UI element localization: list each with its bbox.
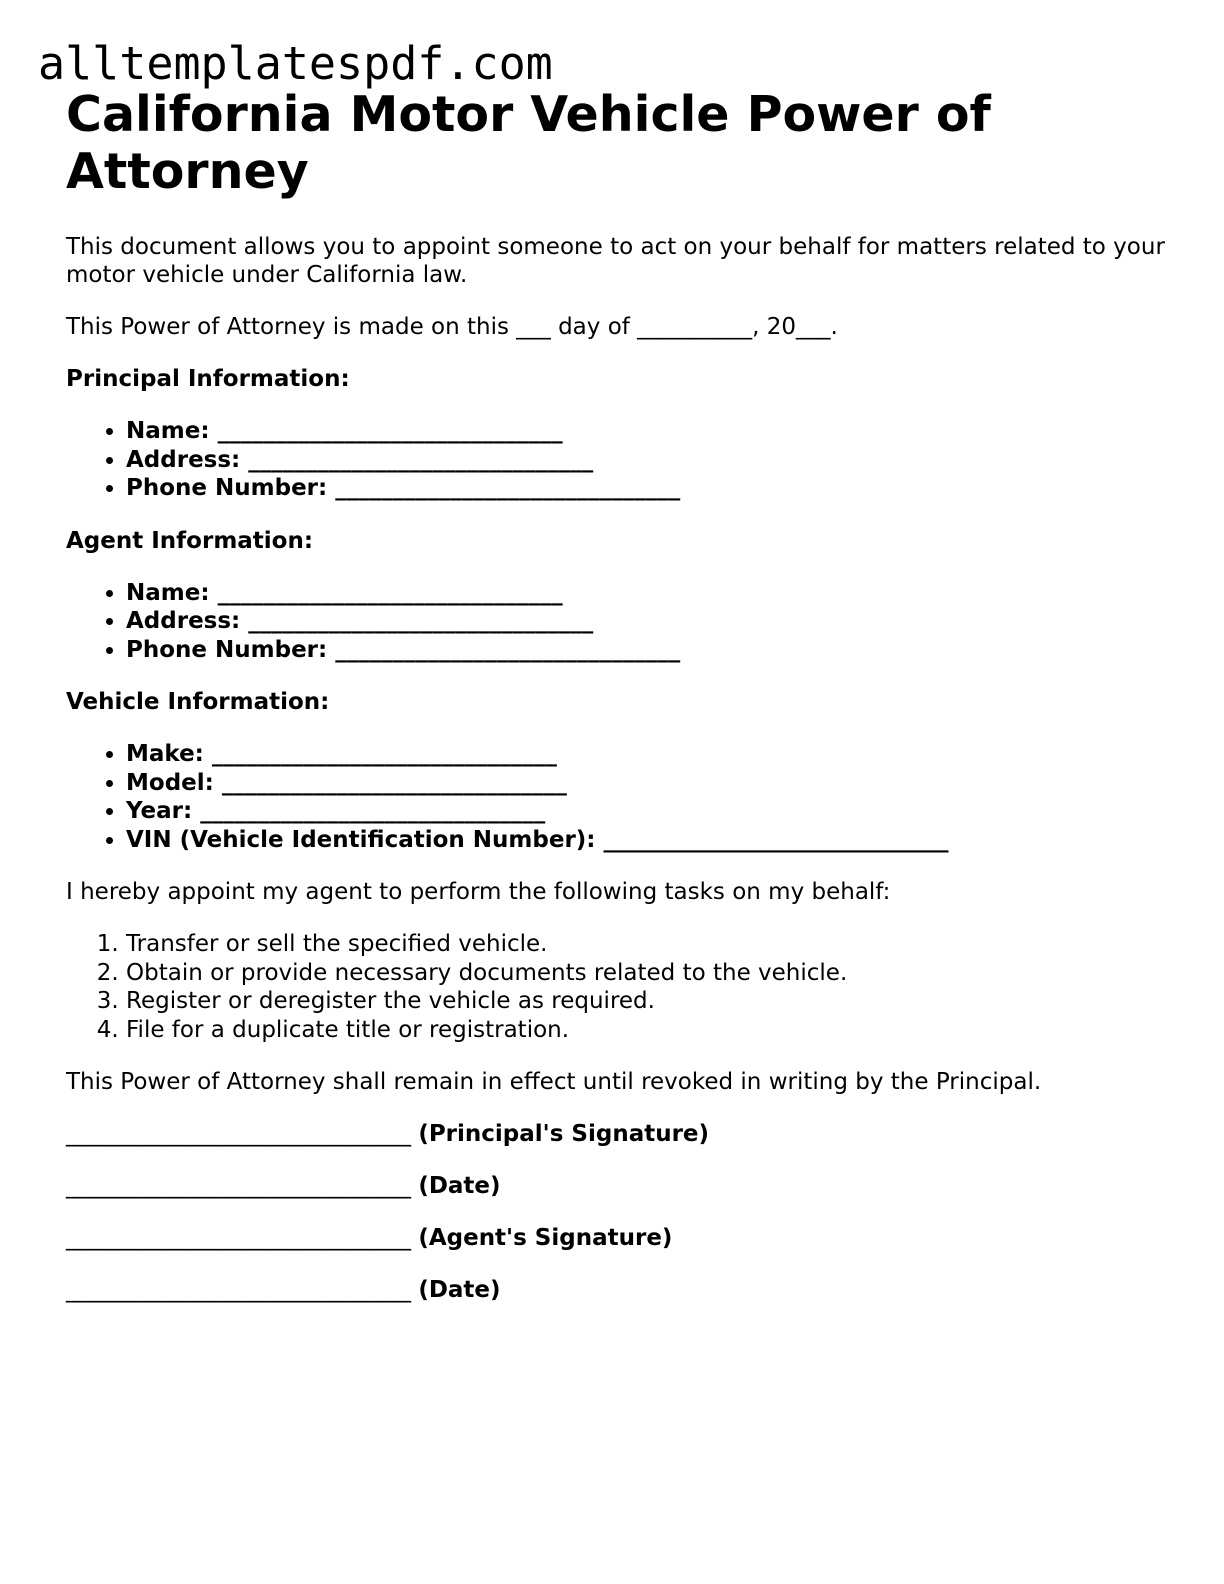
document-title: California Motor Vehicle Power of Attorney: [66, 86, 991, 200]
field-label: Address:: [126, 608, 241, 634]
vehicle-fields: [66, 740, 1166, 854]
task-item: 1. Transfer or sell the specified vehicle.: [126, 930, 1166, 959]
task-item: 2. Obtain or provide necessary documents related to the vehicle.: [126, 959, 1166, 988]
field-label: Name:: [126, 418, 210, 444]
principal-heading: Principal Information:: [66, 366, 350, 392]
blank-line: ______________________________: [248, 446, 594, 473]
agent-name-field: [126, 579, 1166, 608]
principal-fields: [66, 417, 1166, 503]
tasks-list: [66, 930, 1166, 1044]
task-item: 4. File for a duplicate title or registration.: [126, 1016, 1166, 1045]
vehicle-year-field: [126, 797, 1166, 826]
signature-blank-line: ______________________________: [66, 1277, 411, 1303]
field-label: Phone Number:: [126, 475, 328, 501]
vehicle-vin-field: [126, 826, 1166, 855]
vehicle-heading: Vehicle Information:: [66, 689, 330, 715]
agent-heading: Agent Information:: [66, 527, 314, 554]
blank-line: ______________________________: [217, 579, 563, 606]
field-label: Make:: [126, 741, 204, 767]
agent-signature-row: [66, 1224, 1166, 1252]
field-label: VIN (Vehicle Identification Number):: [126, 826, 596, 853]
signature-label: (Agent's Signature): [418, 1225, 673, 1251]
vehicle-model-field: [126, 769, 1166, 798]
task-item: 3. Register or deregister the vehicle as required.: [126, 987, 1166, 1016]
principal-signature-row: [66, 1120, 1166, 1148]
blank-line: ______________________________: [200, 798, 546, 824]
principal-name-field: [126, 417, 1166, 446]
principal-phone-field: [126, 474, 1166, 503]
signature-blank-line: ______________________________: [66, 1225, 411, 1251]
field-label: Year:: [126, 798, 193, 824]
tasks-intro: I hereby appoint my agent to perform the following tasks on my behalf:: [66, 879, 891, 905]
agent-address-field: [126, 607, 1166, 636]
blank-line: ______________________________: [211, 741, 557, 767]
blank-line: ______________________________: [335, 475, 681, 501]
signature-label: (Date): [418, 1277, 501, 1303]
intro-paragraph: This document allows you to appoint someone to act on your behalf for matters related to your motor vehicle under California law.: [66, 234, 1165, 288]
signature-label: (Date): [418, 1173, 501, 1199]
document-body: [66, 86, 1166, 1304]
effect-paragraph: This Power of Attorney shall remain in effect until revoked in writing by the Principal.: [66, 1069, 1042, 1095]
date-line: This Power of Attorney is made on this ___ day of __________, 20___.: [66, 314, 838, 340]
blank-line: ______________________________: [248, 608, 594, 634]
agent-fields: [66, 579, 1166, 665]
blank-line: ______________________________: [221, 769, 567, 796]
blank-line: ______________________________: [217, 418, 563, 444]
field-label: Model:: [126, 769, 214, 796]
field-label: Name:: [126, 579, 210, 606]
agent-phone-field: [126, 636, 1166, 665]
field-label: Address:: [126, 446, 241, 473]
watermark-text: alltemplatespdf.com: [38, 37, 553, 90]
signature-label: (Principal's Signature): [418, 1121, 710, 1147]
signature-blank-line: ______________________________: [66, 1121, 411, 1147]
signature-blank-line: ______________________________: [66, 1173, 411, 1199]
principal-date-row: [66, 1172, 1166, 1200]
blank-line: ______________________________: [335, 636, 681, 663]
agent-date-row: [66, 1276, 1166, 1304]
field-label: Phone Number:: [126, 636, 328, 663]
principal-address-field: [126, 446, 1166, 475]
vehicle-make-field: [126, 740, 1166, 769]
blank-line: ______________________________: [603, 826, 949, 853]
